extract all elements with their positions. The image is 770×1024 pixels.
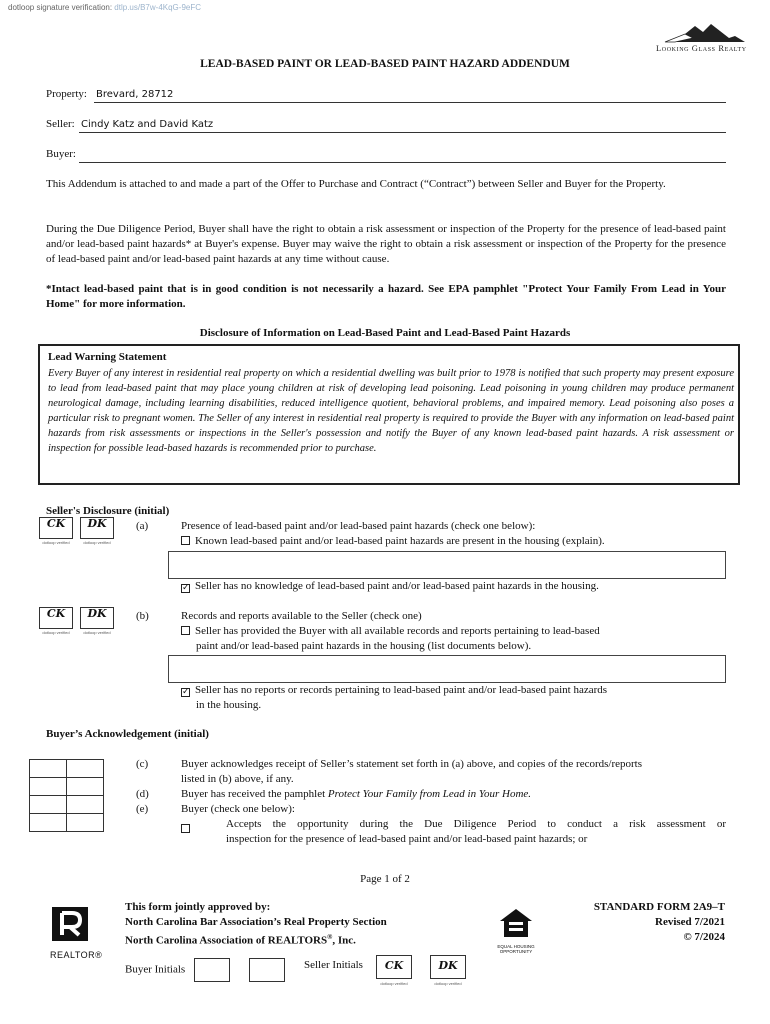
disclosure-heading: Disclosure of Information on Lead-Based Paint and Lead-Based Paint Hazards (199, 327, 571, 339)
property-label: Property: (46, 88, 87, 100)
page-number: Page 1 of 2 (360, 873, 410, 885)
initial-caption: dotloop verified (42, 630, 70, 635)
item-a-letter: (a) (136, 520, 149, 532)
item-d-text (181, 787, 531, 802)
buyer-initial-cell[interactable] (30, 760, 67, 778)
item-e-accept-line1: Accepts the opportunity during the Due Diligence Period to conduct a risk assessment or (226, 818, 726, 830)
form-info (594, 900, 725, 945)
checkbox-unchecked-icon[interactable] (181, 626, 190, 635)
buyer-initial-cell[interactable] (30, 814, 67, 832)
seller-initial-box-2[interactable] (80, 517, 114, 539)
form-copyright: © 7/2024 (683, 931, 725, 943)
explain-field[interactable] (168, 551, 726, 579)
buyer-initial-box-2[interactable] (249, 958, 285, 982)
intact-paint-note: *Intact lead-based paint that is in good condition is not necessarily a hazard. See EPA pamphlet "Protect Your Family From Lead in Your Home" for more information. (46, 283, 726, 310)
seller-initial-box-3[interactable] (39, 607, 73, 629)
item-b-option-provided[interactable] (181, 624, 600, 639)
footer-seller-initial-box-2[interactable] (430, 955, 466, 979)
initial-caption: dotloop verified (83, 540, 111, 545)
item-b-option-none-line2: in the housing. (196, 699, 262, 711)
due-diligence-paragraph: During the Due Diligence Period, Buyer shall have the right to obtain a risk assessment or inspection of the Property for the presence of lead-based paint and/or lead-based paint hazards* at Buyer's expense. Buyer may waive the right to obtain a risk assessment or inspection of the Property for the presence of lead-based paint and/or lead-based paint hazards at any time without cause. (46, 223, 726, 265)
item-b-option-provided-line1: Seller has provided the Buyer with all available records and reports pertaining to lead-based (195, 625, 600, 637)
buyer-initial-cell[interactable] (67, 814, 104, 832)
pamphlet-title: Protect Your Family from Lead in Your Home. (327, 788, 532, 800)
property-field[interactable] (46, 88, 726, 103)
checkbox-checked-icon[interactable]: ✓ (182, 687, 190, 697)
item-a-option-no-knowledge[interactable] (181, 579, 599, 594)
buyer-label: Buyer: (46, 148, 76, 160)
bar-association: North Carolina Bar Association’s Real Property Section (125, 916, 387, 928)
buyer-initial-cell[interactable] (67, 778, 104, 796)
form-revised: Revised 7/2021 (655, 916, 725, 928)
item-d-letter: (d) (136, 788, 149, 800)
buyer-initial-cell[interactable] (67, 760, 104, 778)
seller-initial-1: CK (46, 607, 66, 620)
item-a-option-known-label: Known lead-based paint and/or lead-based paint hazards are present in the housing (explain). (195, 535, 605, 547)
lead-warning-body: Every Buyer of any interest in residential real property on which a residential dwelling was built prior to 1978 is notified that such property may present exposure to lead from lead-based paint that may place young children at risk of developing lead poisoning. Lead poisoning in young children may produce permanent neurological damage, including learning disabilities, reduced intelligence quotient, behavioral problems, and impaired memory. Lead poisoning also poses a particular risk to pregnant women. The Seller of any interest in residential real property is required to provide the Buyer with any information on lead-based paint hazards from risk assessments or inspections in the Seller's possession and notify the Buyer of any known lead-based paint hazards. A risk assessment or inspection for possible lead-based hazards is recommended prior to purchase. (48, 368, 734, 454)
checkbox-checked-icon[interactable]: ✓ (182, 583, 190, 593)
seller-initial-box-4[interactable] (80, 607, 114, 629)
realtor-logo (50, 905, 103, 960)
initial-caption: dotloop verified (380, 981, 408, 986)
realtors-name: North Carolina Association of REALTORS (125, 934, 328, 947)
property-underline (94, 102, 726, 103)
footer-buyer-initials (125, 958, 285, 982)
item-c-letter: (c) (136, 758, 149, 770)
approved-by: This form jointly approved by: (125, 901, 271, 913)
document-title: LEAD-BASED PAINT OR LEAD-BASED PAINT HAZARD ADDENDUM (200, 58, 570, 70)
footer-seller-initial-box-1[interactable] (376, 955, 412, 979)
checkbox-unchecked-icon[interactable] (181, 824, 190, 833)
initial-caption: dotloop verified (42, 540, 70, 545)
buyer-initials-label: Buyer Initials (125, 963, 186, 976)
realtors-suffix: , Inc. (332, 934, 356, 947)
buyer-initials-grid[interactable] (29, 759, 104, 832)
equal-housing-text: EQUAL HOUSING OPPORTUNITY (497, 944, 535, 954)
footer-seller-initials-label: Seller Initials (304, 959, 363, 971)
realty-logo-text: Looking Glass Realty (656, 43, 747, 53)
item-a-option-no-knowledge-label: Seller has no knowledge of lead-based paint and/or lead-based paint hazards in the housing. (195, 580, 599, 592)
realtors-association (125, 930, 387, 949)
approval-note (125, 900, 387, 949)
seller-label: Seller: (46, 118, 75, 130)
seller-field[interactable] (46, 118, 726, 133)
seller-initial-1: CK (384, 959, 404, 972)
buyer-initial-cell[interactable] (30, 796, 67, 814)
lead-warning-title: Lead Warning Statement (48, 351, 167, 363)
initial-caption: dotloop verified (434, 981, 462, 986)
item-e-accept-line2: inspection for the presence of lead-based paint and/or lead-based paint hazards; or (226, 833, 588, 845)
seller-initial-2: DK (438, 959, 458, 972)
item-c-line1: Buyer acknowledges receipt of Seller’s statement set forth in (a) above, and copies of the records/reports (181, 758, 643, 770)
item-e-letter: (e) (136, 803, 149, 815)
seller-initial-1: CK (46, 517, 66, 530)
buyer-initial-cell[interactable] (30, 778, 67, 796)
item-b-option-none[interactable] (181, 683, 607, 698)
buyer-field[interactable] (46, 148, 726, 163)
buyer-initial-box-1[interactable] (194, 958, 230, 982)
seller-disclosure-heading: Seller's Disclosure (initial) (46, 505, 170, 517)
property-value[interactable]: Brevard, 28712 (96, 89, 174, 100)
checkbox-unchecked-icon[interactable] (181, 536, 190, 545)
item-b-option-provided-line2: paint and/or lead-based paint hazards in the housing (list documents below). (196, 640, 532, 652)
seller-value[interactable]: Cindy Katz and David Katz (81, 119, 214, 130)
mountain-logo-icon (655, 20, 755, 44)
item-a-option-known[interactable] (181, 534, 605, 549)
buyer-ack-heading: Buyer’s Acknowledgement (initial) (46, 728, 209, 740)
item-e-accept-checkbox[interactable] (181, 819, 195, 837)
buyer-underline (79, 162, 726, 163)
item-a-text: Presence of lead-based paint and/or lead-based paint hazards (check one below): (181, 520, 536, 532)
equal-housing-logo (492, 907, 540, 954)
item-d-prefix: Buyer has received the pamphlet (181, 788, 328, 800)
item-b-text: Records and reports available to the Seller (check one) (181, 610, 422, 622)
buyer-initial-cell[interactable] (67, 796, 104, 814)
lead-warning-box (38, 344, 740, 485)
seller-initial-2: DK (87, 517, 107, 530)
intro-paragraph: This Addendum is attached to and made a part of the Offer to Purchase and Contract (“Contract”) between Seller and Buyer for the Property. (46, 178, 666, 190)
documents-list-field[interactable] (168, 655, 726, 683)
item-e-text: Buyer (check one below): (181, 803, 295, 815)
registered-mark: ® (327, 933, 333, 941)
signature-verification (8, 3, 201, 12)
verification-label: dotloop signature verification: (8, 3, 113, 12)
realtor-r-icon (50, 905, 90, 943)
realtor-mark: REALTOR® (50, 950, 103, 960)
item-c-line2: listed in (b) above, if any. (181, 773, 294, 785)
initial-caption: dotloop verified (83, 630, 111, 635)
verification-link[interactable]: dtlp.us/B7w-4KqG-9eFC (114, 3, 201, 12)
seller-underline (79, 132, 726, 133)
seller-initial-2: DK (87, 607, 107, 620)
item-b-option-none-line1: Seller has no reports or records pertaining to lead-based paint and/or lead-based paint hazards (195, 684, 608, 696)
seller-initial-box-1[interactable] (39, 517, 73, 539)
item-b-letter: (b) (136, 610, 149, 622)
equal-housing-icon (496, 907, 536, 939)
form-number: STANDARD FORM 2A9–T (593, 901, 725, 913)
